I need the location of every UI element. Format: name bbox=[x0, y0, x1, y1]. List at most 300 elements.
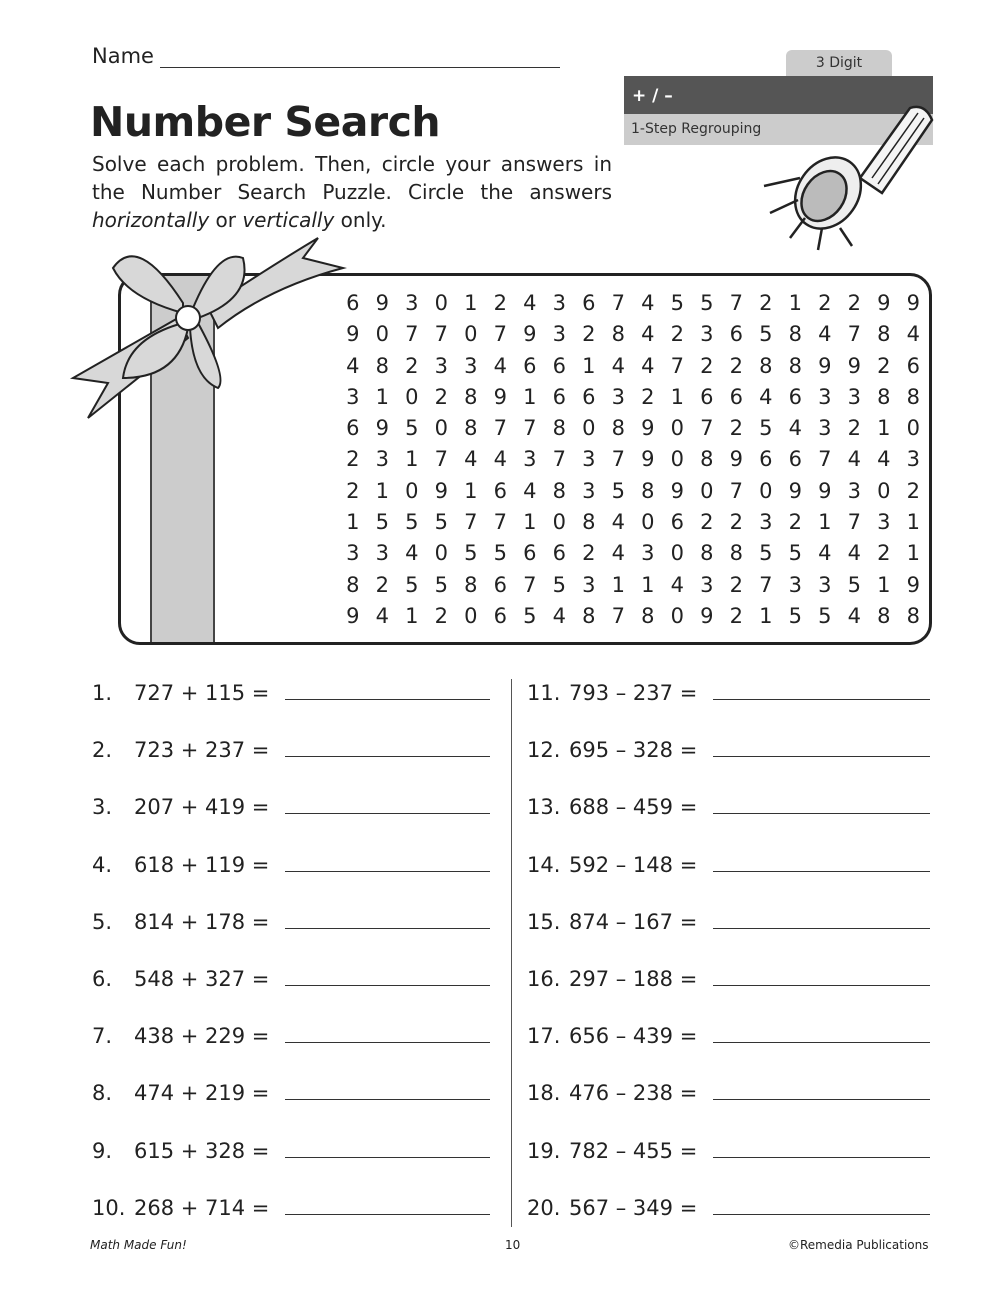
grid-cell[interactable]: 6 bbox=[582, 291, 596, 315]
grid-cell[interactable]: 9 bbox=[346, 603, 360, 628]
grid-cell[interactable]: 9 bbox=[375, 291, 389, 315]
grid-cell[interactable]: 1 bbox=[670, 384, 684, 409]
grid-cell[interactable]: 4 bbox=[818, 322, 832, 347]
grid-cell[interactable]: 0 bbox=[700, 478, 714, 503]
grid-cell[interactable]: 6 bbox=[346, 291, 360, 315]
grid-cell[interactable]: 8 bbox=[877, 603, 891, 628]
grid-cell[interactable]: 0 bbox=[464, 322, 478, 347]
grid-cell[interactable]: 8 bbox=[552, 478, 566, 503]
grid-cell[interactable]: 5 bbox=[759, 322, 773, 347]
grid-cell[interactable]: 3 bbox=[523, 447, 537, 472]
grid-cell[interactable]: 5 bbox=[375, 510, 389, 535]
grid-cell[interactable]: 5 bbox=[493, 541, 507, 566]
grid-cell[interactable]: 3 bbox=[700, 572, 714, 597]
grid-cell[interactable]: 3 bbox=[552, 322, 566, 347]
grid-cell[interactable]: 7 bbox=[847, 322, 861, 347]
grid-cell[interactable]: 8 bbox=[906, 603, 920, 628]
grid-cell[interactable]: 1 bbox=[906, 541, 920, 566]
grid-cell[interactable]: 3 bbox=[611, 384, 625, 409]
grid-cell[interactable]: 0 bbox=[906, 416, 920, 441]
grid-cell[interactable]: 3 bbox=[788, 572, 802, 597]
grid-cell[interactable]: 3 bbox=[818, 572, 832, 597]
problem-item bbox=[527, 1077, 930, 1105]
problem-item bbox=[527, 849, 930, 877]
grid-cell[interactable]: 8 bbox=[464, 416, 478, 441]
problem-number: 18. bbox=[527, 1081, 561, 1106]
grid-cell[interactable]: 7 bbox=[434, 322, 448, 347]
answer-blank[interactable] bbox=[285, 1135, 490, 1158]
grid-cell[interactable]: 2 bbox=[700, 510, 714, 535]
grid-cell[interactable]: 6 bbox=[759, 447, 773, 472]
instructions-text: only. bbox=[334, 208, 387, 232]
grid-cell[interactable]: 3 bbox=[759, 510, 773, 535]
grid-cell[interactable]: 9 bbox=[346, 322, 360, 347]
instructions-emph: vertically bbox=[242, 208, 335, 232]
grid-cell[interactable]: 4 bbox=[493, 353, 507, 378]
grid-cell[interactable]: 3 bbox=[700, 322, 714, 347]
problem-expression: 874 – 167 = bbox=[569, 909, 698, 934]
grid-cell[interactable]: 2 bbox=[847, 416, 861, 441]
grid-cell[interactable]: 4 bbox=[670, 572, 684, 597]
problem-number: 3. bbox=[92, 795, 113, 820]
grid-cell[interactable]: 2 bbox=[375, 572, 389, 597]
grid-cell[interactable]: 6 bbox=[700, 384, 714, 409]
grid-cell[interactable]: 0 bbox=[670, 603, 684, 628]
problem-number: 1. bbox=[92, 681, 113, 705]
problem-number: 16. bbox=[527, 967, 561, 991]
answer-blank[interactable] bbox=[285, 1192, 490, 1215]
problem-number: 20. bbox=[527, 1195, 561, 1220]
problem-expression: 207 + 419 = bbox=[134, 795, 270, 820]
grid-cell[interactable]: 5 bbox=[552, 572, 566, 597]
problem-item bbox=[527, 1192, 930, 1220]
grid-cell[interactable]: 7 bbox=[434, 447, 448, 472]
instructions-emph: horizontally bbox=[92, 208, 210, 232]
grid-cell[interactable]: 7 bbox=[493, 322, 507, 347]
grid-cell[interactable]: 6 bbox=[788, 384, 802, 409]
grid-cell[interactable]: 4 bbox=[847, 541, 861, 566]
grid-cell[interactable]: 8 bbox=[611, 322, 625, 347]
grid-cell[interactable]: 8 bbox=[346, 572, 360, 597]
grid-cell[interactable]: 9 bbox=[493, 384, 507, 409]
grid-cell[interactable]: 5 bbox=[759, 416, 773, 441]
grid-cell[interactable]: 5 bbox=[759, 541, 773, 566]
grid-cell[interactable]: 0 bbox=[670, 541, 684, 566]
grid-cell[interactable]: 3 bbox=[582, 572, 596, 597]
grid-cell[interactable]: 0 bbox=[877, 478, 891, 503]
grid-cell[interactable]: 9 bbox=[818, 478, 832, 503]
grid-cell[interactable]: 1 bbox=[375, 478, 389, 503]
grid-cell[interactable]: 9 bbox=[434, 478, 448, 503]
grid-cell[interactable]: 8 bbox=[788, 322, 802, 347]
footer-publisher: ©Remedia Publications bbox=[788, 1238, 929, 1252]
grid-cell[interactable]: 3 bbox=[346, 384, 360, 409]
problem-item bbox=[92, 791, 490, 819]
grid-cell[interactable]: 2 bbox=[877, 541, 891, 566]
grid-cell[interactable]: 7 bbox=[759, 572, 773, 597]
grid-cell[interactable]: 8 bbox=[700, 541, 714, 566]
grid-cell[interactable]: 7 bbox=[464, 510, 478, 535]
problem-expression: 476 – 238 = bbox=[569, 1081, 698, 1106]
page-title: Number Search bbox=[90, 98, 441, 146]
grid-cell[interactable]: 2 bbox=[818, 291, 832, 315]
grid-cell[interactable]: 7 bbox=[405, 322, 419, 347]
answer-blank[interactable] bbox=[713, 1135, 930, 1158]
problem-expression: 695 – 328 = bbox=[569, 738, 698, 763]
grid-cell[interactable]: 8 bbox=[464, 384, 478, 409]
grid-cell[interactable]: 7 bbox=[611, 291, 625, 315]
grid-cell[interactable]: 4 bbox=[611, 353, 625, 378]
grid-cell[interactable]: 7 bbox=[847, 510, 861, 535]
grid-cell[interactable]: 2 bbox=[346, 447, 360, 472]
grid-cell[interactable]: 3 bbox=[906, 447, 920, 472]
grid-cell[interactable]: 9 bbox=[641, 416, 655, 441]
grid-cell[interactable]: 2 bbox=[729, 353, 743, 378]
grid-cell[interactable]: 5 bbox=[405, 572, 419, 597]
grid-cell[interactable]: 4 bbox=[759, 384, 773, 409]
grid-cell[interactable]: 3 bbox=[375, 541, 389, 566]
problem-number: 9. bbox=[92, 1138, 113, 1163]
grid-cell[interactable]: 3 bbox=[405, 291, 419, 315]
problem-item bbox=[527, 677, 930, 705]
answer-blank[interactable] bbox=[713, 677, 930, 700]
grid-cell[interactable]: 4 bbox=[847, 603, 861, 628]
grid-cell[interactable]: 1 bbox=[582, 353, 596, 378]
problem-expression: 656 – 439 = bbox=[569, 1024, 698, 1049]
problem-expression: 438 + 229 = bbox=[134, 1024, 270, 1049]
grid-cell[interactable]: 8 bbox=[611, 416, 625, 441]
grid-cell[interactable]: 7 bbox=[729, 478, 743, 503]
column-divider bbox=[511, 679, 512, 1227]
grid-cell[interactable]: 8 bbox=[464, 572, 478, 597]
grid-cell[interactable]: 4 bbox=[611, 541, 625, 566]
problem-number: 4. bbox=[92, 852, 113, 877]
grid-cell[interactable]: 2 bbox=[729, 416, 743, 441]
answer-blank[interactable] bbox=[713, 1077, 930, 1100]
grid-cell[interactable]: 9 bbox=[847, 353, 861, 378]
grid-cell[interactable]: 1 bbox=[906, 510, 920, 535]
grid-cell[interactable]: 2 bbox=[405, 353, 419, 378]
grid-cell[interactable]: 8 bbox=[552, 416, 566, 441]
grid-cell[interactable]: 9 bbox=[877, 291, 891, 315]
grid-cell[interactable]: 1 bbox=[641, 572, 655, 597]
grid-cell[interactable]: 1 bbox=[877, 572, 891, 597]
grid-cell[interactable]: 4 bbox=[877, 447, 891, 472]
grid-cell[interactable]: 4 bbox=[906, 322, 920, 347]
grid-cell[interactable]: 5 bbox=[700, 291, 714, 315]
instructions-text: Solve each problem. Then, circle your answers in the Number Search Puzzle. Circle the answers bbox=[92, 152, 612, 204]
grid-cell[interactable]: 5 bbox=[434, 510, 448, 535]
grid-cell[interactable]: 7 bbox=[818, 447, 832, 472]
grid-cell[interactable]: 8 bbox=[729, 541, 743, 566]
problem-expression: 793 – 237 = bbox=[569, 681, 698, 705]
answer-blank[interactable] bbox=[285, 1020, 490, 1043]
answer-blank[interactable] bbox=[285, 677, 490, 700]
grid-cell[interactable]: 0 bbox=[434, 416, 448, 441]
problem-expression: 723 + 237 = bbox=[134, 738, 270, 763]
problem-expression: 814 + 178 = bbox=[134, 909, 270, 934]
skill-bar: 1-Step Regrouping bbox=[624, 114, 933, 145]
grid-cell[interactable]: 6 bbox=[788, 447, 802, 472]
grid-cell[interactable]: 4 bbox=[346, 353, 360, 378]
grid-cell[interactable]: 7 bbox=[493, 416, 507, 441]
grid-cell[interactable]: 3 bbox=[641, 541, 655, 566]
grid-cell[interactable]: 4 bbox=[464, 447, 478, 472]
grid-cell[interactable]: 6 bbox=[729, 384, 743, 409]
footer-series: Math Made Fun! bbox=[90, 1238, 187, 1252]
grid-cell[interactable]: 6 bbox=[493, 603, 507, 628]
grid-cell[interactable]: 9 bbox=[670, 478, 684, 503]
problem-item bbox=[527, 791, 930, 819]
problem-item bbox=[527, 906, 930, 934]
problem-number: 6. bbox=[92, 967, 113, 991]
name-field-line[interactable] bbox=[160, 67, 560, 68]
grid-cell[interactable]: 3 bbox=[346, 541, 360, 566]
grid-cell[interactable]: 5 bbox=[611, 478, 625, 503]
problem-number: 17. bbox=[527, 1024, 561, 1049]
problem-item bbox=[92, 1077, 490, 1105]
grid-cell[interactable]: 3 bbox=[582, 447, 596, 472]
grid-cell[interactable]: 1 bbox=[759, 603, 773, 628]
grid-cell[interactable]: 6 bbox=[523, 353, 537, 378]
grid-cell[interactable]: 2 bbox=[582, 322, 596, 347]
grid-cell[interactable]: 1 bbox=[788, 291, 802, 315]
answer-blank[interactable] bbox=[285, 1077, 490, 1100]
grid-cell[interactable]: 7 bbox=[493, 510, 507, 535]
problem-expression: 782 – 455 = bbox=[569, 1138, 698, 1163]
grid-cell[interactable]: 3 bbox=[434, 353, 448, 378]
problem-number: 7. bbox=[92, 1024, 113, 1049]
grid-cell[interactable]: 9 bbox=[788, 478, 802, 503]
problem-expression: 567 – 349 = bbox=[569, 1195, 698, 1220]
grid-cell[interactable]: 4 bbox=[552, 603, 566, 628]
grid-cell[interactable]: 0 bbox=[375, 322, 389, 347]
grid-cell[interactable]: 9 bbox=[818, 353, 832, 378]
answer-blank[interactable] bbox=[713, 1192, 930, 1215]
operations-bar: + / – bbox=[624, 76, 933, 114]
grid-cell[interactable]: 6 bbox=[346, 416, 360, 441]
grid-cell[interactable]: 5 bbox=[670, 291, 684, 315]
grid-cell[interactable]: 1 bbox=[818, 510, 832, 535]
problem-number: 5. bbox=[92, 909, 113, 934]
grid-cell[interactable]: 2 bbox=[700, 353, 714, 378]
grid-cell[interactable]: 1 bbox=[346, 510, 360, 535]
grid-cell[interactable]: 5 bbox=[434, 572, 448, 597]
grid-cell[interactable]: 0 bbox=[405, 384, 419, 409]
grid-cell[interactable]: 4 bbox=[611, 510, 625, 535]
grid-cell[interactable]: 0 bbox=[434, 541, 448, 566]
grid-cell[interactable]: 4 bbox=[523, 478, 537, 503]
grid-cell[interactable]: 1 bbox=[611, 572, 625, 597]
grid-cell[interactable]: 5 bbox=[464, 541, 478, 566]
problem-item bbox=[527, 963, 930, 991]
problem-expression: 268 + 714 = bbox=[134, 1195, 270, 1220]
grid-cell[interactable]: 9 bbox=[906, 572, 920, 597]
grid-cell[interactable]: 0 bbox=[405, 478, 419, 503]
problem-expression: 548 + 327 = bbox=[134, 967, 270, 991]
grid-cell[interactable]: 5 bbox=[788, 603, 802, 628]
grid-cell[interactable]: 7 bbox=[700, 416, 714, 441]
grid-cell[interactable]: 1 bbox=[464, 291, 478, 315]
grid-cell[interactable]: 8 bbox=[641, 478, 655, 503]
grid-cell[interactable]: 6 bbox=[670, 510, 684, 535]
problem-expression: 615 + 328 = bbox=[134, 1138, 270, 1163]
grid-cell[interactable]: 4 bbox=[493, 447, 507, 472]
grid-cell[interactable]: 2 bbox=[847, 291, 861, 315]
grid-cell[interactable]: 3 bbox=[877, 510, 891, 535]
answer-blank[interactable] bbox=[713, 963, 930, 986]
grid-cell[interactable]: 1 bbox=[405, 603, 419, 628]
level-tab: 3 Digit bbox=[786, 50, 892, 76]
grid-cell[interactable]: 8 bbox=[877, 322, 891, 347]
grid-cell[interactable]: 1 bbox=[405, 447, 419, 472]
grid-cell[interactable]: 4 bbox=[641, 291, 655, 315]
grid-cell[interactable]: 7 bbox=[523, 572, 537, 597]
grid-cell[interactable]: 1 bbox=[877, 416, 891, 441]
grid-cell[interactable]: 4 bbox=[641, 322, 655, 347]
grid-cell[interactable]: 0 bbox=[582, 416, 596, 441]
grid-cell[interactable]: 2 bbox=[759, 291, 773, 315]
problem-item bbox=[527, 734, 930, 762]
grid-cell[interactable]: 4 bbox=[818, 541, 832, 566]
problem-number: 19. bbox=[527, 1138, 561, 1163]
grid-cell[interactable]: 6 bbox=[552, 353, 566, 378]
grid-cell[interactable]: 9 bbox=[906, 291, 920, 315]
answer-blank[interactable] bbox=[285, 849, 490, 872]
grid-cell[interactable]: 2 bbox=[670, 322, 684, 347]
grid-cell[interactable]: 6 bbox=[493, 572, 507, 597]
grid-cell[interactable]: 7 bbox=[729, 291, 743, 315]
grid-cell[interactable]: 3 bbox=[847, 478, 861, 503]
problem-item bbox=[92, 1192, 490, 1220]
grid-cell[interactable]: 0 bbox=[464, 603, 478, 628]
page-number: 10 bbox=[505, 1238, 521, 1252]
grid-cell[interactable]: 0 bbox=[670, 447, 684, 472]
grid-cell[interactable]: 6 bbox=[582, 384, 596, 409]
problem-number: 13. bbox=[527, 795, 561, 820]
grid-cell[interactable]: 6 bbox=[729, 322, 743, 347]
grid-cell[interactable]: 6 bbox=[906, 353, 920, 378]
grid-cell[interactable]: 3 bbox=[847, 384, 861, 409]
grid-cell[interactable]: 5 bbox=[405, 416, 419, 441]
number-search-grid bbox=[338, 288, 928, 632]
grid-cell[interactable]: 9 bbox=[729, 447, 743, 472]
grid-cell[interactable]: 7 bbox=[670, 353, 684, 378]
grid-cell[interactable]: 2 bbox=[788, 510, 802, 535]
grid-cell[interactable]: 9 bbox=[523, 322, 537, 347]
grid-cell[interactable]: 2 bbox=[434, 603, 448, 628]
grid-cell[interactable]: 0 bbox=[552, 510, 566, 535]
problem-expression: 297 – 188 = bbox=[569, 967, 698, 991]
grid-cell[interactable]: 3 bbox=[818, 416, 832, 441]
grid-cell[interactable]: 2 bbox=[729, 603, 743, 628]
grid-cell[interactable]: 5 bbox=[818, 603, 832, 628]
grid-cell[interactable]: 0 bbox=[759, 478, 773, 503]
grid-cell[interactable]: 1 bbox=[523, 384, 537, 409]
answer-blank[interactable] bbox=[285, 734, 490, 757]
grid-cell[interactable]: 0 bbox=[434, 291, 448, 315]
grid-cell[interactable]: 2 bbox=[877, 353, 891, 378]
grid-cell[interactable]: 5 bbox=[788, 541, 802, 566]
instructions-text: or bbox=[209, 208, 243, 232]
answer-blank[interactable] bbox=[713, 791, 930, 814]
bow-icon bbox=[68, 228, 368, 428]
grid-cell[interactable]: 3 bbox=[552, 291, 566, 315]
answer-blank[interactable] bbox=[713, 906, 930, 929]
grid-cell[interactable]: 4 bbox=[405, 541, 419, 566]
answer-blank[interactable] bbox=[713, 849, 930, 872]
grid-cell[interactable]: 2 bbox=[346, 478, 360, 503]
grid-cell[interactable]: 7 bbox=[523, 416, 537, 441]
grid-cell[interactable]: 1 bbox=[375, 384, 389, 409]
grid-cell[interactable]: 4 bbox=[523, 291, 537, 315]
grid-cell[interactable]: 2 bbox=[906, 478, 920, 503]
grid-cell[interactable]: 8 bbox=[788, 353, 802, 378]
grid-cell[interactable]: 7 bbox=[611, 603, 625, 628]
problem-expression: 474 + 219 = bbox=[134, 1081, 270, 1106]
grid-cell[interactable]: 4 bbox=[641, 353, 655, 378]
grid-cell[interactable]: 1 bbox=[523, 510, 537, 535]
grid-cell[interactable]: 6 bbox=[552, 384, 566, 409]
grid-cell[interactable]: 2 bbox=[729, 572, 743, 597]
answer-blank[interactable] bbox=[285, 906, 490, 929]
answer-blank[interactable] bbox=[713, 734, 930, 757]
grid-cell[interactable]: 2 bbox=[582, 541, 596, 566]
grid-cell[interactable]: 2 bbox=[729, 510, 743, 535]
grid-cell[interactable]: 2 bbox=[493, 291, 507, 315]
grid-cell[interactable]: 1 bbox=[464, 478, 478, 503]
grid-cell[interactable]: 8 bbox=[375, 353, 389, 378]
grid-cell[interactable]: 5 bbox=[405, 510, 419, 535]
grid-cell[interactable]: 3 bbox=[464, 353, 478, 378]
grid-cell[interactable]: 9 bbox=[375, 416, 389, 441]
grid-cell[interactable]: 4 bbox=[375, 603, 389, 628]
grid-cell[interactable]: 0 bbox=[641, 510, 655, 535]
grid-cell[interactable]: 3 bbox=[818, 384, 832, 409]
problem-item bbox=[92, 963, 490, 991]
grid-cell[interactable]: 5 bbox=[523, 603, 537, 628]
grid-cell[interactable]: 8 bbox=[700, 447, 714, 472]
grid-cell[interactable]: 5 bbox=[847, 572, 861, 597]
grid-cell[interactable]: 7 bbox=[552, 447, 566, 472]
answer-blank[interactable] bbox=[285, 791, 490, 814]
grid-cell[interactable]: 6 bbox=[523, 541, 537, 566]
grid-cell[interactable]: 2 bbox=[434, 384, 448, 409]
answer-blank[interactable] bbox=[713, 1020, 930, 1043]
grid-cell[interactable]: 8 bbox=[759, 353, 773, 378]
grid-cell[interactable]: 3 bbox=[375, 447, 389, 472]
grid-cell[interactable]: 6 bbox=[552, 541, 566, 566]
grid-cell[interactable]: 8 bbox=[641, 603, 655, 628]
grid-cell[interactable]: 4 bbox=[788, 416, 802, 441]
grid-cell[interactable]: 0 bbox=[670, 416, 684, 441]
grid-cell[interactable]: 8 bbox=[582, 603, 596, 628]
answer-blank[interactable] bbox=[285, 963, 490, 986]
grid-cell[interactable]: 8 bbox=[877, 384, 891, 409]
grid-cell[interactable]: 9 bbox=[700, 603, 714, 628]
grid-cell[interactable]: 9 bbox=[641, 447, 655, 472]
grid-cell[interactable]: 4 bbox=[847, 447, 861, 472]
problem-item bbox=[527, 1135, 930, 1163]
grid-cell[interactable]: 7 bbox=[611, 447, 625, 472]
grid-cell[interactable]: 8 bbox=[906, 384, 920, 409]
grid-cell[interactable]: 6 bbox=[493, 478, 507, 503]
problem-number: 8. bbox=[92, 1081, 113, 1106]
problem-item bbox=[92, 1020, 490, 1048]
grid-cell[interactable]: 8 bbox=[582, 510, 596, 535]
grid-cell[interactable]: 2 bbox=[641, 384, 655, 409]
grid-cell[interactable]: 3 bbox=[582, 478, 596, 503]
